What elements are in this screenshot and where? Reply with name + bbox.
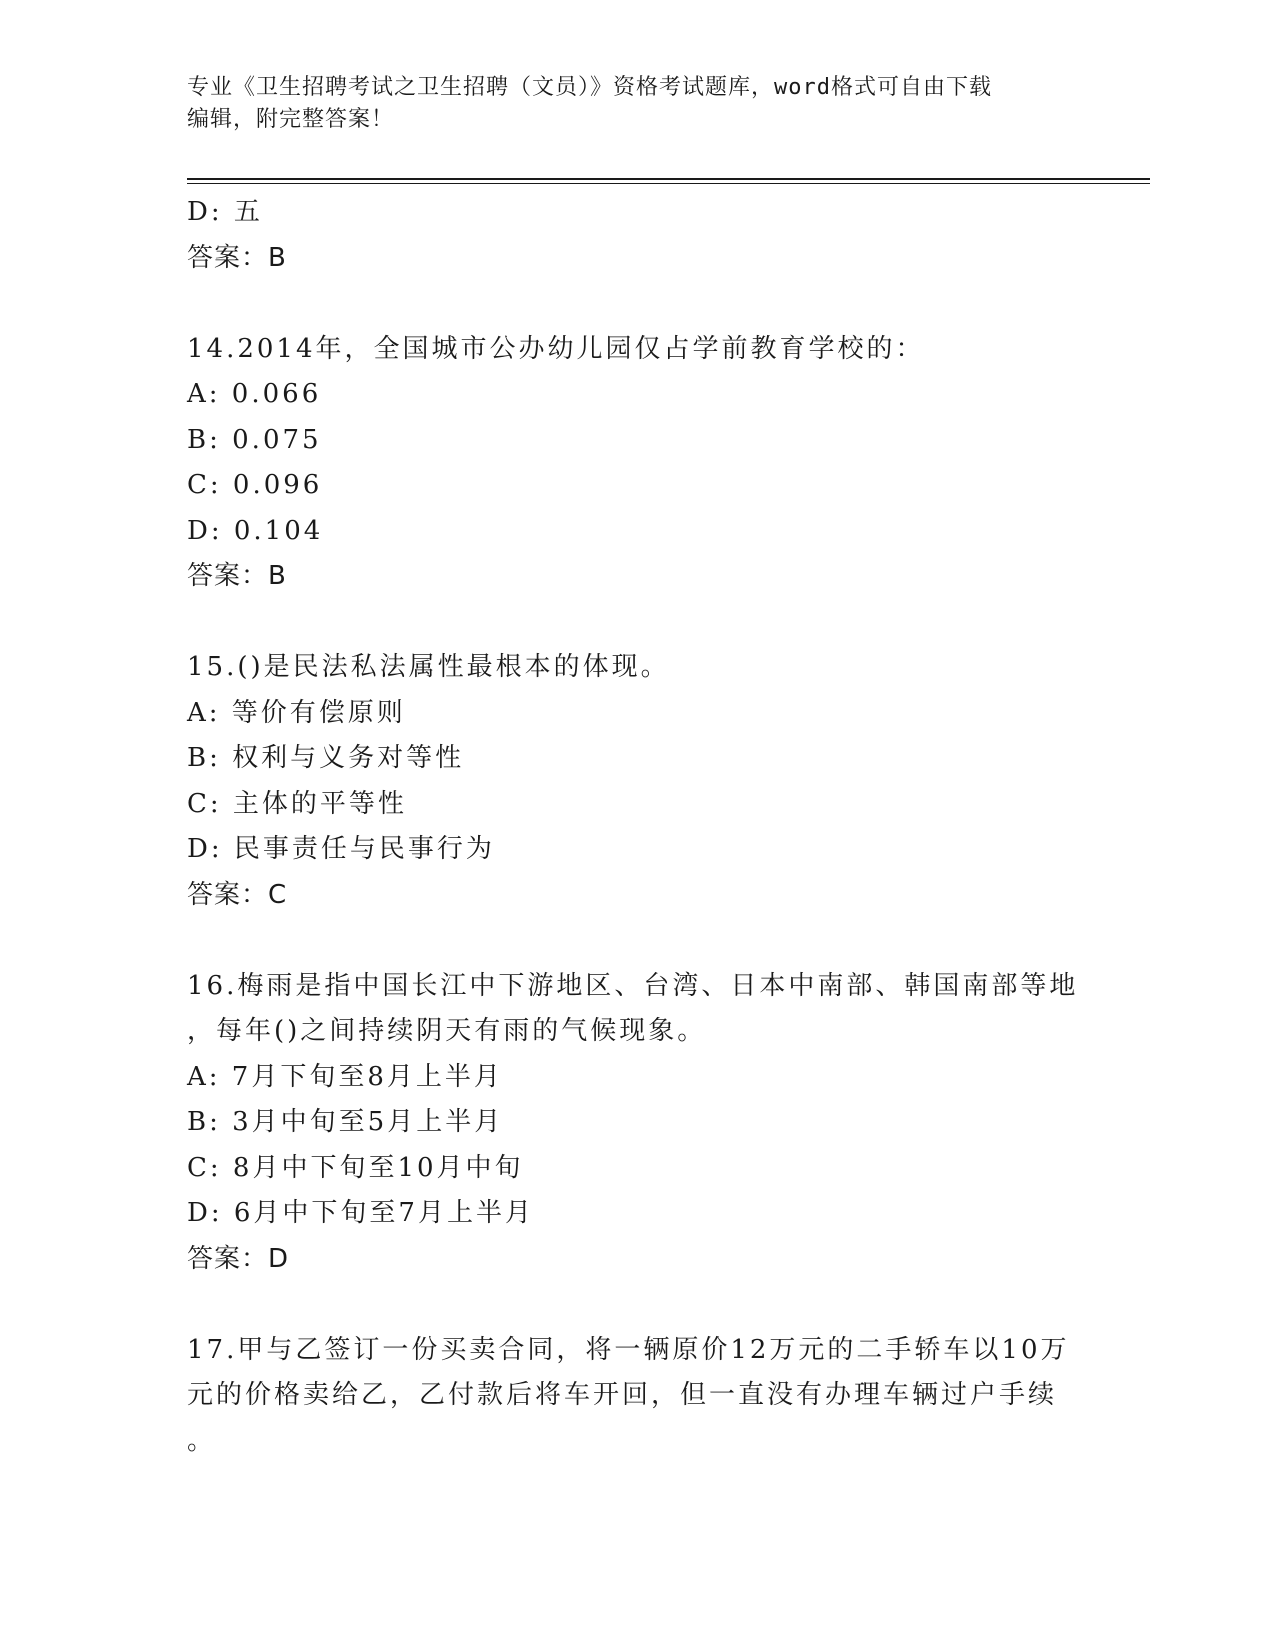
document-header — [187, 72, 1067, 136]
spacer — [187, 281, 1067, 327]
spacer — [187, 918, 1067, 964]
prev-option-d: D: 五 — [187, 197, 263, 227]
question-16-text-line-2: ，每年()之间持续阴天有雨的气候现象。 — [187, 1016, 707, 1046]
question-16-option-b: B: 3月中旬至5月上半月 — [187, 1107, 504, 1137]
question-14 — [187, 327, 1067, 600]
question-17-text-line-3: 。 — [187, 1425, 217, 1456]
question-16-option-a: A: 7月下旬至8月上半月 — [187, 1061, 503, 1092]
header-line-1: 专业《卫生招聘考试之卫生招聘（文员）》资格考试题库，word格式可自由下载 — [187, 75, 992, 100]
question-14-option-d: D: 0.104 — [187, 515, 324, 546]
question-15-option-b: B: 权利与义务对等性 — [187, 743, 465, 773]
question-16-option-d: D: 6月中下旬至7月上半月 — [187, 1198, 534, 1228]
question-15-text: 15.()是民法私法属性最根本的体现。 — [187, 652, 670, 682]
question-15-option-c: C: 主体的平等性 — [187, 788, 407, 819]
spacer — [187, 600, 1067, 646]
question-15-option-a: A: 等价有偿原则 — [187, 697, 406, 728]
question-17-text-line-1: 17.甲与乙签订一份买卖合同，将一辆原价12万元的二手轿车以10万 — [187, 1334, 1070, 1365]
question-17-text-line-2: 元的价格卖给乙，乙付款后将车开回，但一直没有办理车辆过户手续 — [187, 1380, 1058, 1410]
question-14-answer: 答案：B — [187, 561, 287, 591]
header-line-2: 编辑，附完整答案！ — [187, 107, 395, 132]
header-rule-thick — [187, 178, 1150, 180]
question-15-answer: 答案：C — [187, 879, 288, 910]
prev-answer: 答案：B — [187, 242, 287, 273]
question-16 — [187, 964, 1079, 1283]
question-15-option-d: D: 民事责任与民事行为 — [187, 834, 495, 864]
question-16-option-c: C: 8月中下旬至10月中旬 — [187, 1152, 524, 1183]
header-rule-thin — [187, 183, 1150, 184]
question-14-text: 14.2014年，全国城市公办幼儿园仅占学前教育学校的： — [187, 333, 925, 364]
question-14-option-a: A: 0.066 — [187, 379, 322, 409]
question-14-option-b: B: 0.075 — [187, 424, 322, 455]
question-17 — [187, 1328, 1070, 1465]
spacer — [187, 1282, 1067, 1328]
question-14-option-c: C: 0.096 — [187, 470, 323, 500]
document-body — [187, 190, 1079, 1464]
question-16-text-line-1: 16.梅雨是指中国长江中下游地区、台湾、日本中南部、韩国南部等地 — [187, 970, 1079, 1001]
question-16-answer: 答案：D — [187, 1243, 290, 1274]
question-15 — [187, 645, 1067, 918]
